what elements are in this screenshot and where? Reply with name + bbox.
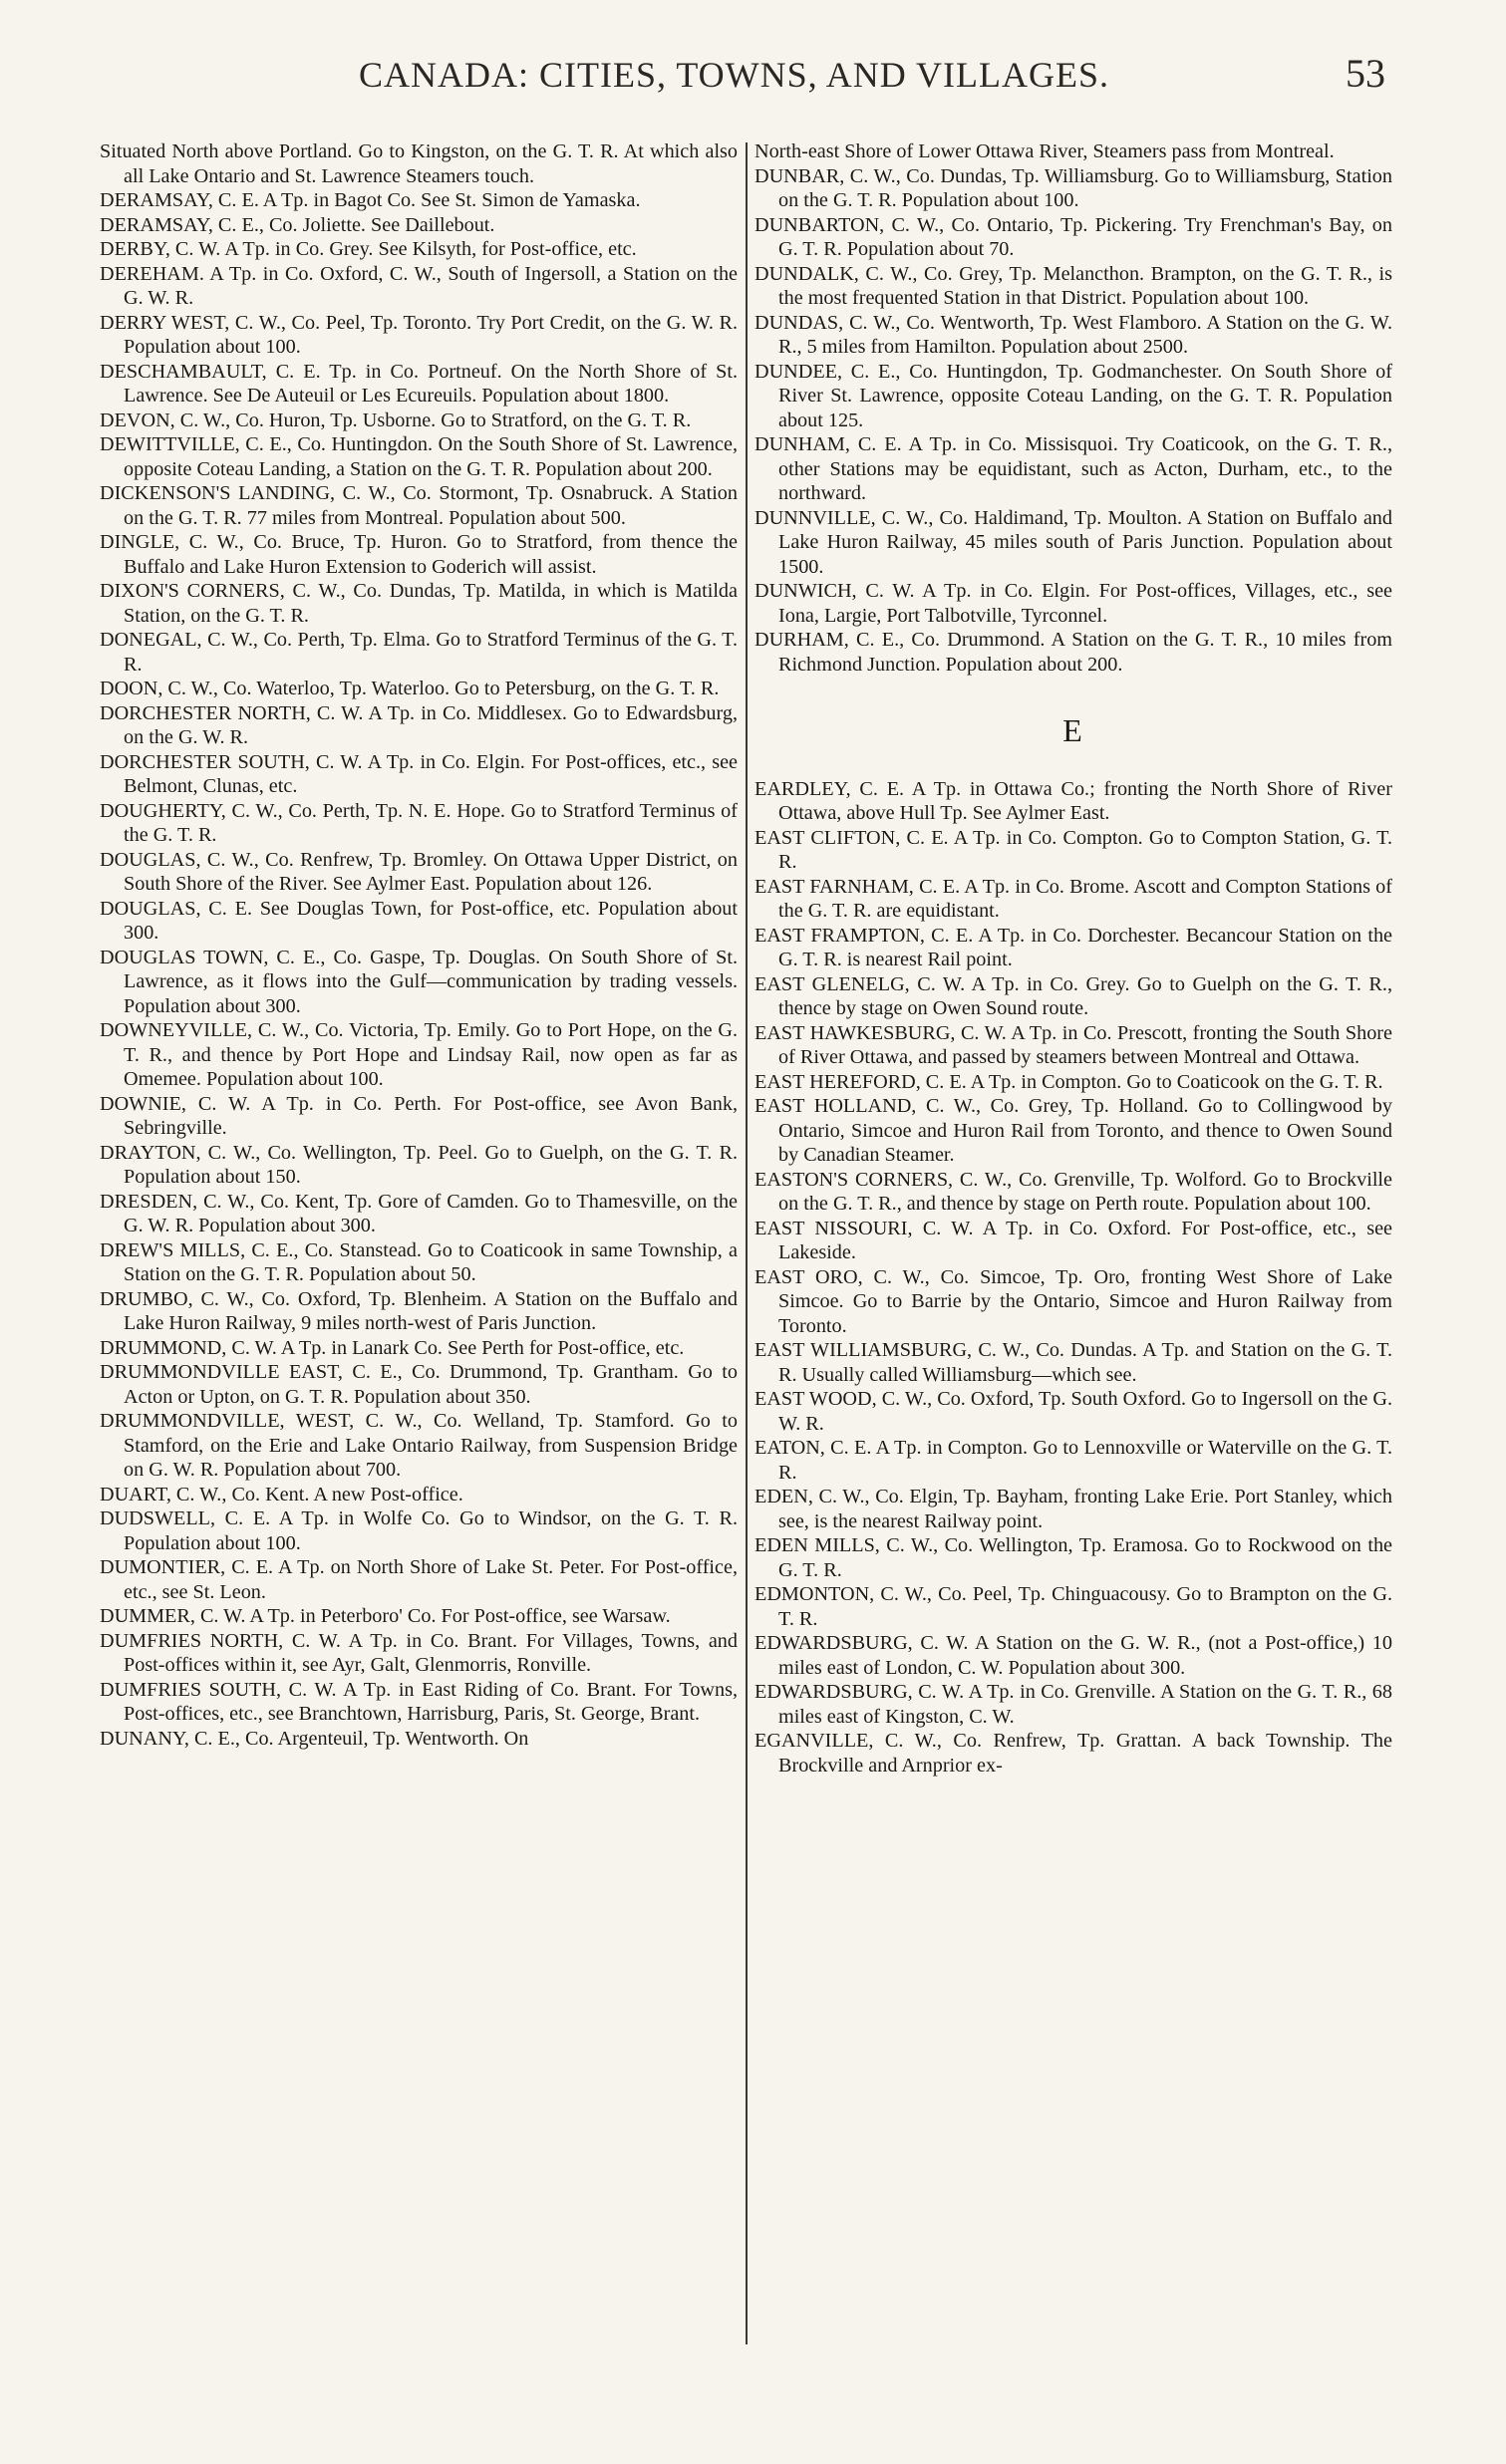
gazetteer-entry: DERBY, C. W. A Tp. in Co. Grey. See Kilsyth, for Post-office, etc. [100,238,637,260]
gazetteer-entry: DRUMBO, C. W., Co. Oxford, Tp. Blenheim. A Station on the Buffalo and Lake Huron Railway, 9 miles north-west of Paris Junction. [100,1287,738,1334]
gazetteer-entry: DRUMMOND, C. W. A Tp. in Lanark Co. See Perth for Post-office, etc. [100,1336,685,1359]
right-column-d-entries [754,139,1392,677]
gazetteer-entry: DUNANY, C. E., Co. Argenteuil, Tp. Wentworth. On [100,1727,529,1750]
gazetteer-entry: EAST FRAMPTON, C. E. A Tp. in Co. Dorchester. Becancour Station on the G. T. R. is nearest Rail point. [754,924,1392,970]
gazetteer-entry: EAST FARNHAM, C. E. A Tp. in Co. Brome. Ascott and Compton Stations of the G. T. R. are equidistant. [754,875,1392,922]
gazetteer-entry: DINGLE, C. W., Co. Bruce, Tp. Huron. Go to Stratford, from thence the Buffalo and Lake Huron Extension to Goderich will assist. [100,531,738,578]
gazetteer-entry: DUART, C. W., Co. Kent. A new Post-office. [100,1483,463,1506]
gazetteer-entry: DEWITTVILLE, C. E., Co. Huntingdon. On the South Shore of St. Lawrence, opposite Coteau Landing, a Station on the G. T. R. Population about 200. [100,433,738,480]
gazetteer-entry: DUNBARTON, C. W., Co. Ontario, Tp. Pickering. Try Frenchman's Bay, on G. T. R. Population about 70. [754,213,1392,260]
gazetteer-entry: DEVON, C. W., Co. Huron, Tp. Usborne. Go to Stratford, on the G. T. R. [100,409,692,431]
section-heading: E [1062,712,1084,748]
gazetteer-entry: DERAMSAY, C. E. A Tp. in Bagot Co. See St. Simon de Yamaska. [100,189,641,211]
gazetteer-entry: EDEN MILLS, C. W., Co. Wellington, Tp. Eramosa. Go to Rockwood on the G. T. R. [754,1534,1392,1581]
right-column-e-entries [754,777,1392,1779]
gazetteer-entry: DUMFRIES SOUTH, C. W. A Tp. in East Riding of Co. Brant. For Towns, Post-offices, etc., see Branchtown, Harrisburg, Paris, St. George, Brant. [100,1678,738,1725]
gazetteer-entry: DOUGHERTY, C. W., Co. Perth, Tp. N. E. Hope. Go to Stratford Terminus of the G. T. R. [100,799,738,846]
gazetteer-entry: EAST WILLIAMSBURG, C. W., Co. Dundas. A Tp. and Station on the G. T. R. Usually called Williamsburg—which see. [754,1339,1392,1386]
gazetteer-entry: EAST NISSOURI, C. W. A Tp. in Co. Oxford. For Post-office, etc., see Lakeside. [754,1217,1392,1263]
gazetteer-entry: DOUGLAS TOWN, C. E., Co. Gaspe, Tp. Douglas. On South Shore of St. Lawrence, as it flows into the Gulf—communication by trading vessels. Population about 300. [100,946,738,1017]
gazetteer-entry: DURHAM, C. E., Co. Drummond. A Station on the G. T. R., 10 miles from Richmond Junction. Population about 200. [754,629,1392,676]
gazetteer-entry: EAST HEREFORD, C. E. A Tp. in Compton. Go to Coaticook on the G. T. R. [754,1070,1383,1093]
gazetteer-entry: EGANVILLE, C. W., Co. Renfrew, Tp. Grattan. A back Township. The Brockville and Arnprior ex- [754,1730,1392,1777]
gazetteer-entry: DOUGLAS, C. W., Co. Renfrew, Tp. Bromley. On Ottawa Upper District, on South Shore of the River. See Aylmer East. Population about 126. [100,848,738,895]
gazetteer-entry: EDWARDSBURG, C. W. A Tp. in Co. Grenville. A Station on the G. T. R., 68 miles east of Kingston, C. W. [754,1681,1392,1728]
gazetteer-entry: DUMFRIES NORTH, C. W. A Tp. in Co. Brant. For Villages, Towns, and Post-offices within it, see Ayr, Galt, Glenmorris, Ronville. [100,1629,738,1676]
gazetteer-entry: EAST WOOD, C. W., Co. Oxford, Tp. South Oxford. Go to Ingersoll on the G. W. R. [754,1388,1392,1435]
gazetteer-entry: DUNDEE, C. E., Co. Huntingdon, Tp. Godmanchester. On South Shore of River St. Lawrence, opposite Coteau Landing, on the G. T. R. Population about 125. [754,360,1392,431]
gazetteer-entry: DREW'S MILLS, C. E., Co. Stanstead. Go to Coaticook in same Township, a Station on the G. T. R. Population about 50. [100,1238,738,1285]
page-header [0,40,1506,120]
running-title: CANADA: CITIES, TOWNS, AND VILLAGES. [359,55,1110,95]
gazetteer-entry: DRESDEN, C. W., Co. Kent, Tp. Gore of Camden. Go to Thamesville, on the G. W. R. Population about 300. [100,1190,738,1236]
gazetteer-entry: EDMONTON, C. W., Co. Peel, Tp. Chinguacousy. Go to Brampton on the G. T. R. [754,1583,1392,1630]
gazetteer-entry: DRAYTON, C. W., Co. Wellington, Tp. Peel. Go to Guelph, on the G. T. R. Population about 150. [100,1141,738,1188]
gazetteer-entry: DORCHESTER SOUTH, C. W. A Tp. in Co. Elgin. For Post-offices, etc., see Belmont, Clunas, etc. [100,750,738,797]
gazetteer-entry: DRUMMONDVILLE EAST, C. E., Co. Drummond, Tp. Grantham. Go to Acton or Upton, on G. T. R. Population about 350. [100,1361,738,1408]
gazetteer-entry: Situated North above Portland. Go to Kingston, on the G. T. R. At which also all Lake Ontario and St. Lawrence Steamers touch. [100,140,738,187]
gazetteer-entry: DOON, C. W., Co. Waterloo, Tp. Waterloo. Go to Petersburg, on the G. T. R. [100,678,720,699]
gazetteer-entry: DONEGAL, C. W., Co. Perth, Tp. Elma. Go to Stratford Terminus of the G. T. R. [100,629,738,676]
gazetteer-entry: DERRY WEST, C. W., Co. Peel, Tp. Toronto. Try Port Credit, on the G. W. R. Population about 100. [100,311,738,358]
gazetteer-entry: DUNDAS, C. W., Co. Wentworth, Tp. West Flamboro. A Station on the G. W. R., 5 miles from Hamilton. Population about 2500. [754,311,1392,358]
gazetteer-entry: DUMMER, C. W. A Tp. in Peterboro' Co. For Post-office, see Warsaw. [100,1605,671,1627]
gazetteer-entry: DUNBAR, C. W., Co. Dundas, Tp. Williamsburg. Go to Williamsburg, Station on the G. T. R. Population about 100. [754,164,1392,211]
gazetteer-entry: DOWNEYVILLE, C. W., Co. Victoria, Tp. Emily. Go to Port Hope, on the G. T. R., and thence by Port Hope and Lindsay Rail, now open as far as Omemee. Population about 100. [100,1019,738,1090]
gazetteer-entry: DORCHESTER NORTH, C. W. A Tp. in Co. Middlesex. Go to Edwardsburg, on the G. W. R. [100,701,738,748]
gazetteer-entry: DOUGLAS, C. E. See Douglas Town, for Post-office, etc. Population about 300. [100,897,738,944]
gazetteer-entry: EDWARDSBURG, C. W. A Station on the G. W. R., (not a Post-office,) 10 miles east of London, C. W. Population about 300. [754,1632,1392,1679]
gazetteer-entry: EAST GLENELG, C. W. A Tp. in Co. Grey. Go to Guelph on the G. T. R., thence by stage on Owen Sound route. [754,972,1392,1019]
gazetteer-entry: EARDLEY, C. E. A Tp. in Ottawa Co.; fronting the North Shore of River Ottawa, above Hull Tp. See Aylmer East. [754,777,1392,824]
left-column [100,139,738,1751]
gazetteer-entry: DUNNVILLE, C. W., Co. Haldimand, Tp. Moulton. A Station on Buffalo and Lake Huron Railway, 45 miles south of Paris Junction. Population about 1500. [754,506,1392,578]
gazetteer-entry: DUMONTIER, C. E. A Tp. on North Shore of Lake St. Peter. For Post-office, etc., see St. Leon. [100,1556,738,1603]
gazetteer-entry: EASTON'S CORNERS, C. W., Co. Grenville, Tp. Wolford. Go to Brockville on the G. T. R., and thence by stage on Perth route. Population about 100. [754,1168,1392,1215]
gazetteer-entry: EAST CLIFTON, C. E. A Tp. in Co. Compton. Go to Compton Station, G. T. R. [754,826,1392,873]
gazetteer-entry: EAST HAWKESBURG, C. W. A Tp. in Co. Prescott, fronting the South Shore of River Ottawa, and passed by steamers between Montreal and Ottawa. [754,1021,1392,1068]
gazetteer-entry: North-east Shore of Lower Ottawa River, Steamers pass from Montreal. [754,140,1335,162]
gazetteer-entry: EDEN, C. W., Co. Elgin, Tp. Bayham, fronting Lake Erie. Port Stanley, which see, is the nearest Railway point. [754,1486,1392,1532]
gazetteer-entry: DUNWICH, C. W. A Tp. in Co. Elgin. For Post-offices, Villages, etc., see Iona, Largie, Port Talbotville, Tyrconnel. [754,580,1392,627]
gazetteer-entry: DESCHAMBAULT, C. E. Tp. in Co. Portneuf. On the North Shore of St. Lawrence. See De Auteuil or Les Ecureuils. Population about 1800. [100,360,738,407]
gazetteer-entry: DUNHAM, C. E. A Tp. in Co. Missisquoi. Try Coaticook, on the G. T. R., other Stations may be equidistant, such as Acton, Durham, etc., to the northward. [754,433,1392,504]
gazetteer-entry: DICKENSON'S LANDING, C. W., Co. Stormont, Tp. Osnabruck. A Station on the G. T. R. 77 miles from Montreal. Population about 500. [100,482,738,529]
gazetteer-entry: DIXON'S CORNERS, C. W., Co. Dundas, Tp. Matilda, in which is Matilda Station, on the G. T. R. [100,580,738,627]
gazetteer-entry: DRUMMONDVILLE, WEST, C. W., Co. Welland, Tp. Stamford. Go to Stamford, on the Erie and Lake Ontario Railway, from Suspension Bridge on G. W. R. Population about 700. [100,1410,738,1481]
gazetteer-entry: DUDSWELL, C. E. A Tp. in Wolfe Co. Go to Windsor, on the G. T. R. Population about 100. [100,1507,738,1554]
gazetteer-entry: DEREHAM. A Tp. in Co. Oxford, C. W., South of Ingersoll, a Station on the G. W. R. [100,262,738,309]
right-column [754,139,1392,1778]
gazetteer-entry: DERAMSAY, C. E., Co. Joliette. See Daillebout. [100,213,495,236]
gazetteer-entry: EAST ORO, C. W., Co. Simcoe, Tp. Oro, fronting West Shore of Lake Simcoe. Go to Barrie by the Ontario, Simcoe and Huron Railway from Toronto. [754,1265,1392,1337]
gazetteer-entry: DOWNIE, C. W. A Tp. in Co. Perth. For Post-office, see Avon Bank, Sebringville. [100,1092,738,1139]
gazetteer-entry: EAST HOLLAND, C. W., Co. Grey, Tp. Holland. Go to Collingwood by Ontario, Simcoe and Huron Rail from Toronto, and thence to Owen Sound by Canadian Steamer. [754,1095,1392,1166]
column-divider [746,142,748,2344]
gazetteer-entry: EATON, C. E. A Tp. in Compton. Go to Lennoxville or Waterville on the G. T. R. [754,1437,1392,1484]
page-number: 53 [1346,51,1385,96]
gazetteer-entry: DUNDALK, C. W., Co. Grey, Tp. Melancthon. Brampton, on the G. T. R., is the most frequented Station in that District. Population about 100. [754,262,1392,309]
